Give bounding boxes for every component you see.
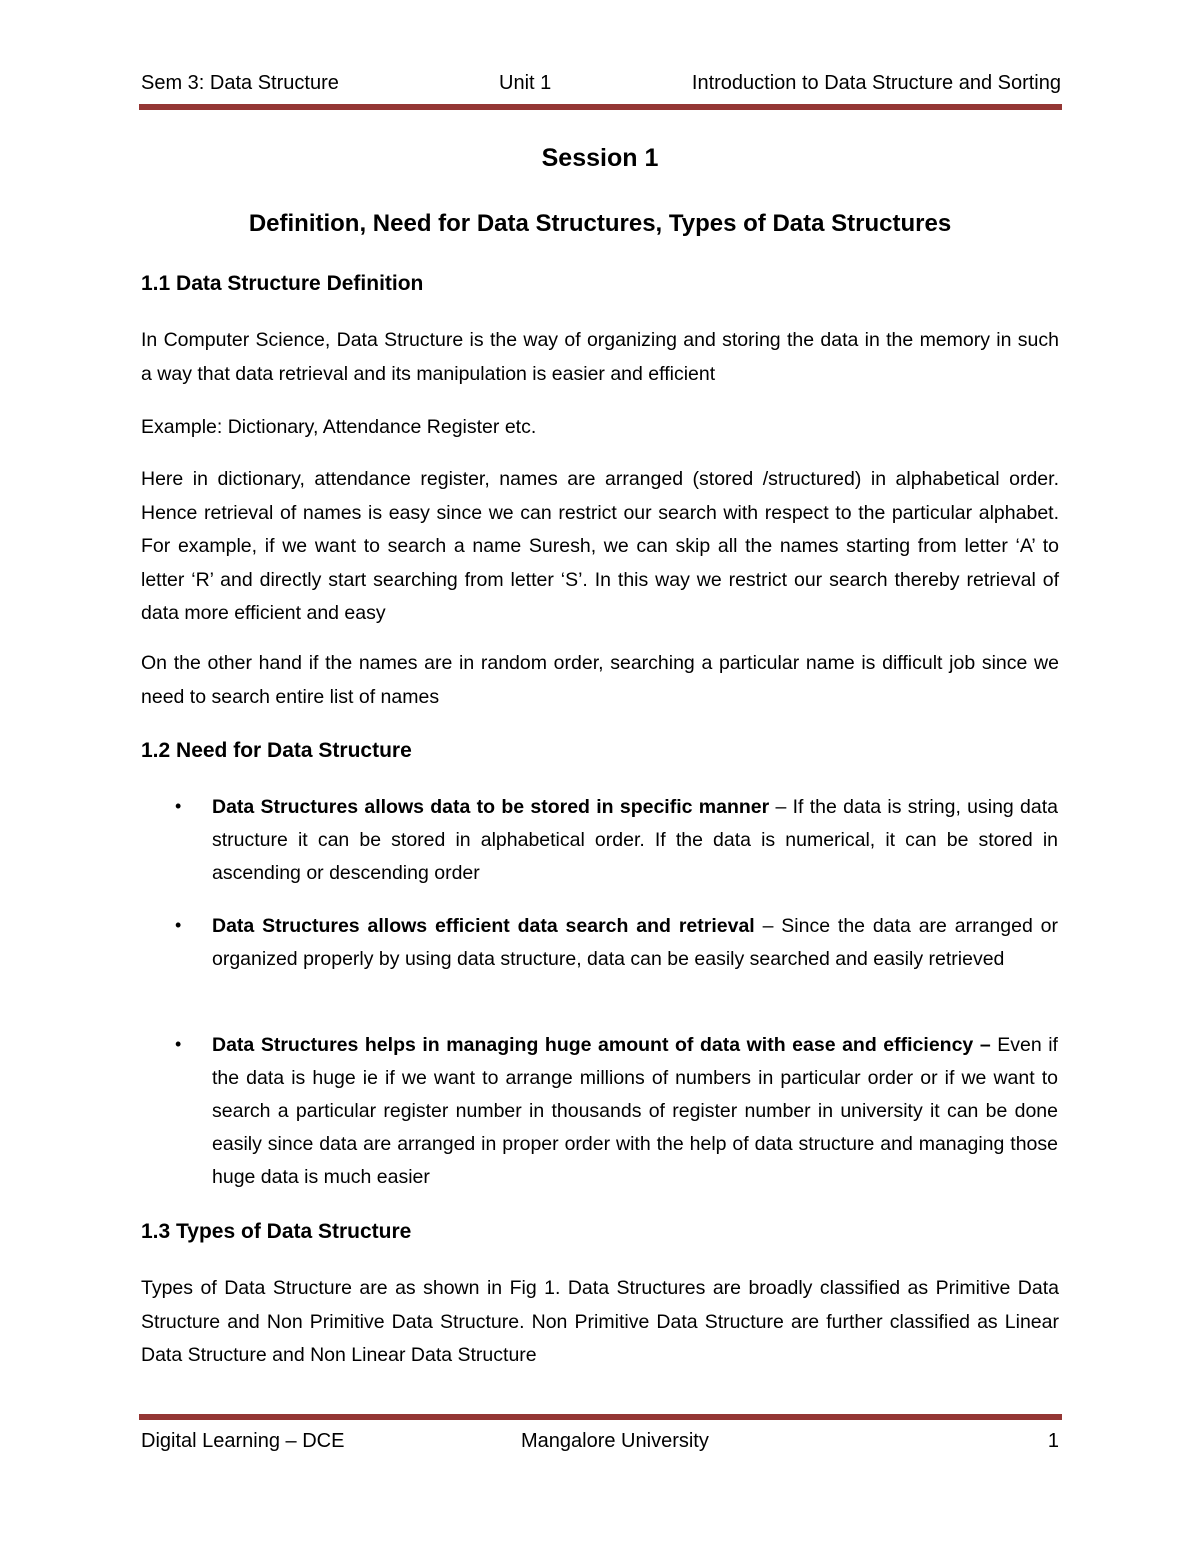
header-course: Sem 3: Data Structure bbox=[141, 72, 339, 94]
session-title: Session 1 bbox=[541, 144, 659, 172]
list-item-text: – Since the data are arranged or organized properly by using data structure, data can be easily searched and easily retrieved bbox=[212, 915, 1058, 970]
header-unit: Unit 1 bbox=[499, 72, 552, 94]
header-rule bbox=[139, 104, 1062, 110]
list-item bbox=[212, 791, 1058, 890]
list-item bbox=[212, 1029, 1058, 1194]
list-item-text: Even if the data is huge ie if we want to arrange millions of numbers in particular order or if we want to search a particular register number in thousands of register number in university it can be done easily since data are arranged in proper order with the help of data structure and managing those huge data is much easier bbox=[212, 1034, 1058, 1188]
section-heading-definition: 1.1 Data Structure Definition bbox=[141, 272, 424, 295]
list-item bbox=[212, 910, 1058, 976]
page-title: Definition, Need for Data Structures, Types of Data Structures bbox=[248, 210, 952, 237]
footer-department: Digital Learning – DCE bbox=[141, 1430, 345, 1452]
paragraph-definition: In Computer Science, Data Structure is the way of organizing and storing the data in the memory in such a way that data retrieval and its manipulation is easier and efficient bbox=[141, 329, 1059, 385]
paragraph-dictionary-explanation: Here in dictionary, attendance register, names are arranged (stored /structured) in alphabetical order. Hence retrieval of names is easy since we can restrict our search with respect to the particular alphabet. For example, if we want to search a name Suresh, we can skip all the names starting from letter ‘A’ to letter ‘R’ and directly start searching from letter ‘S’. In this way we restrict our search thereby retrieval of data more efficient and easy bbox=[141, 468, 1059, 624]
page-number: 1 bbox=[1047, 1430, 1059, 1452]
paragraph-example: Example: Dictionary, Attendance Register etc. bbox=[141, 416, 537, 438]
section-heading-need: 1.2 Need for Data Structure bbox=[141, 739, 412, 762]
header-topic: Introduction to Data Structure and Sorting bbox=[691, 72, 1061, 94]
paragraph-types: Types of Data Structure are as shown in Fig 1. Data Structures are broadly classified as Primitive Data Structure and Non Primitive Data Structure. Non Primitive Data Structure are further classified as Linear Data Structure and Non Linear Data Structure bbox=[141, 1277, 1059, 1366]
list-item-lead: Data Structures helps in managing huge amount of data with ease and efficiency – bbox=[212, 1034, 991, 1056]
bullet-icon: • bbox=[175, 1034, 182, 1054]
list-item-text: – If the data is string, using data structure it can be stored in alphabetical order. If the data is numerical, it can be stored in ascending or descending order bbox=[212, 796, 1058, 884]
list-item-lead: Data Structures allows efficient data search and retrieval bbox=[212, 915, 755, 937]
footer-university: Mangalore University bbox=[521, 1430, 709, 1452]
list-item-lead: Data Structures allows data to be stored in specific manner bbox=[212, 796, 770, 818]
bullet-icon: • bbox=[175, 796, 182, 816]
page-footer bbox=[141, 1430, 1059, 1458]
paragraph-random-order: On the other hand if the names are in random order, searching a particular name is difficult job since we need to search entire list of names bbox=[141, 652, 1059, 708]
section-heading-types: 1.3 Types of Data Structure bbox=[141, 1220, 412, 1243]
footer-rule bbox=[139, 1414, 1062, 1420]
page-header bbox=[141, 72, 1061, 100]
bullet-icon: • bbox=[175, 915, 182, 935]
